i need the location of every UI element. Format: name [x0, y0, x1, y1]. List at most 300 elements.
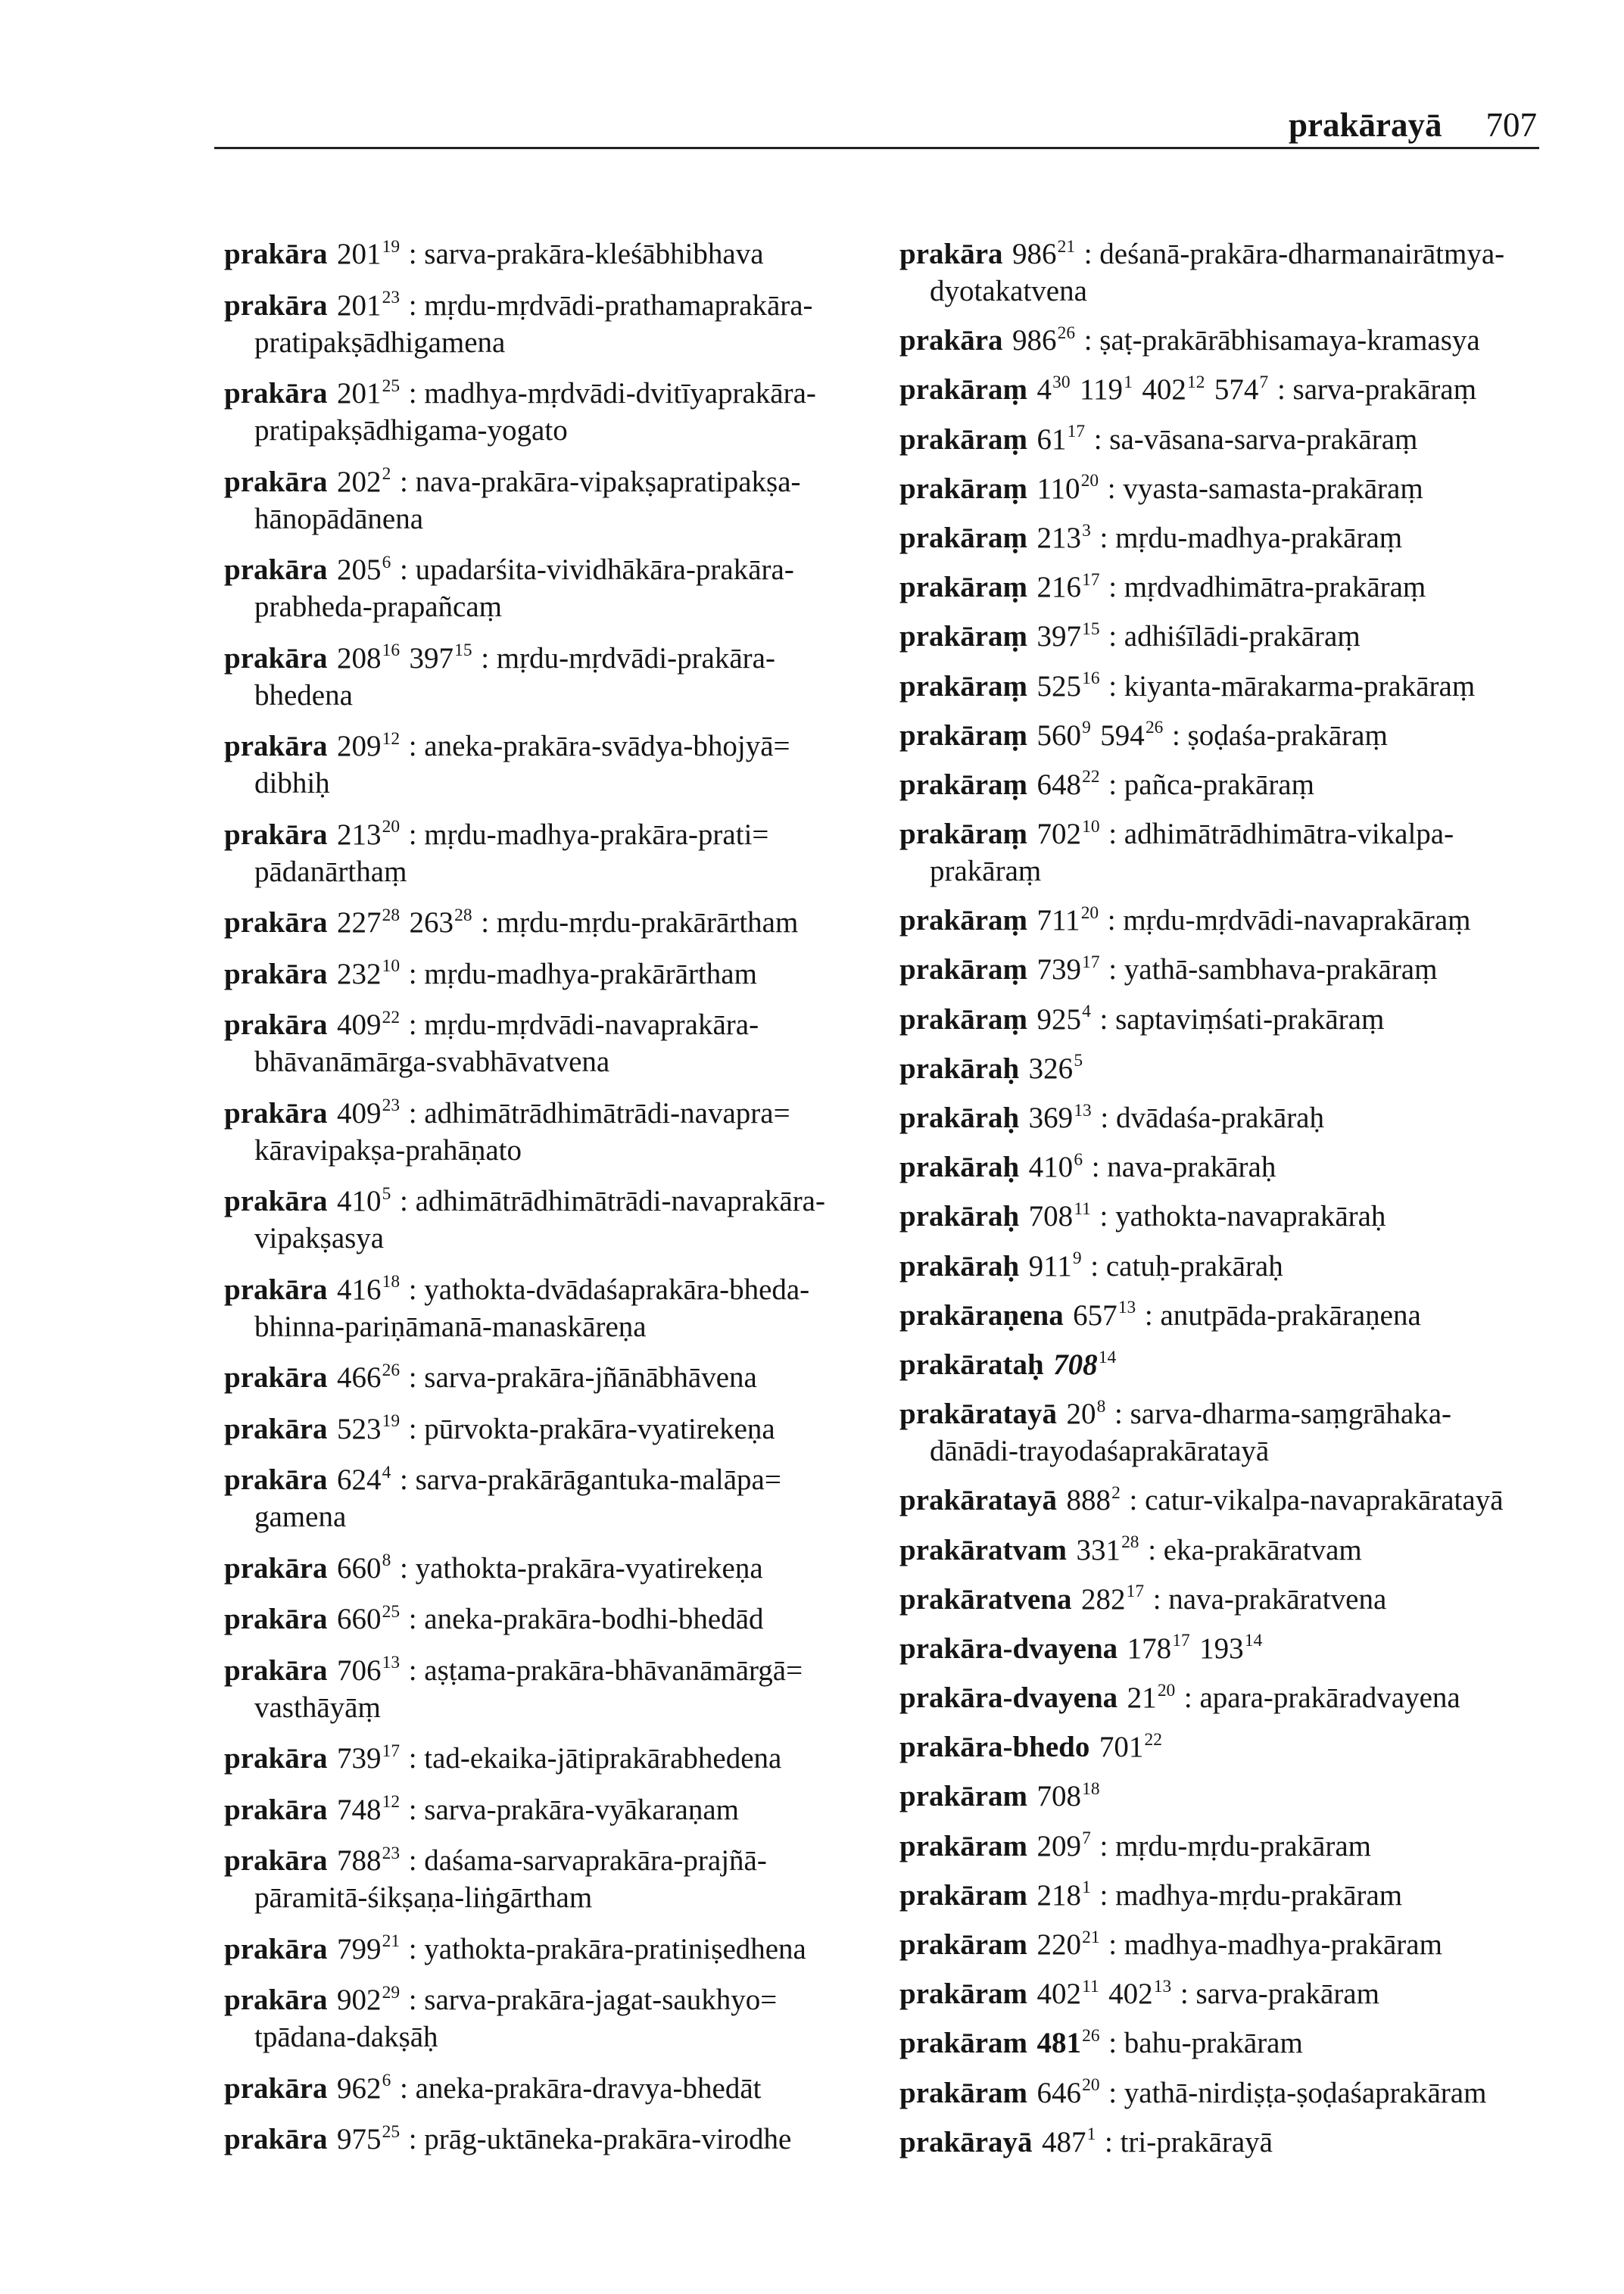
index-entry [899, 1975, 1504, 2012]
reference-line-superscript: 6 [382, 2071, 391, 2091]
reference-line-superscript: 13 [1117, 1298, 1136, 1318]
reference [1036, 818, 1099, 850]
reference [1036, 1830, 1090, 1862]
reference-page: 220 [1036, 1928, 1081, 1961]
reference [1036, 1879, 1090, 1912]
reference [1012, 238, 1075, 270]
reference-line-superscript: 21 [1057, 236, 1076, 257]
entry-headword: prakāra [224, 465, 328, 498]
entry-gloss: : sarva-dharma-saṃgrāhaka- [1114, 1398, 1452, 1431]
entry-headword: prakāra [224, 818, 328, 851]
reference [337, 1603, 400, 1635]
index-entry [224, 904, 825, 941]
entry-first-line [899, 1198, 1504, 1235]
left-column [224, 235, 825, 2158]
entry-gloss: : daśama-sarvaprakāra-prajñā- [408, 1844, 767, 1877]
reference [1036, 373, 1070, 406]
reference-line-superscript: 23 [382, 1843, 401, 1863]
entry-headword: prakāraṃ [899, 768, 1027, 801]
index-entry [224, 1410, 825, 1448]
entry-headword: prakāra [224, 1984, 328, 2016]
entry-headword: prakāra [224, 2071, 328, 2105]
reference-page: 799 [336, 1932, 382, 1965]
reference-line-superscript: 22 [1144, 1729, 1162, 1750]
reference-line-superscript: 1 [1124, 372, 1133, 392]
reference-line-superscript: 17 [1082, 952, 1100, 972]
reference [1127, 1632, 1190, 1665]
entry-gloss: : yathokta-dvādaśaprakāra-bheda- [408, 1273, 810, 1306]
entry-first-line [899, 1482, 1504, 1519]
entry-first-line [899, 2074, 1504, 2112]
entry-gloss: : sarva-prakāra-kleśābhibhava [408, 238, 764, 270]
reference-page: 711 [1036, 904, 1080, 937]
entry-gloss: : mṛdu-madhya-prakāra-prati= [408, 818, 769, 851]
entry-continuation-line: hānopādānena [254, 502, 424, 535]
entry-headword: prakāra [224, 553, 328, 586]
entry-gloss: : catur-vikalpa-navaprakāratayā [1129, 1484, 1504, 1517]
entry-gloss: : adhimātrādhimātrādi-navapra= [408, 1096, 790, 1130]
entry-first-line [224, 640, 825, 677]
entry-gloss: : yathā-sambhava-prakāraṃ [1108, 953, 1438, 986]
reference [1036, 768, 1099, 801]
reference-page: 213 [1036, 521, 1081, 554]
entry-headword: prakāram [899, 2076, 1027, 2109]
entry-gloss: : pūrvokta-prakāra-vyatirekeṇa [408, 1412, 775, 1445]
index-entry [224, 1271, 825, 1345]
reference-page: 193 [1199, 1632, 1244, 1665]
index-entry [899, 1728, 1504, 1766]
index-entry [899, 815, 1504, 890]
entry-gloss: : kiyanta-mārakarma-prakāraṃ [1108, 669, 1476, 703]
reference [1142, 373, 1205, 406]
reference [1036, 1003, 1090, 1036]
index-entry [224, 463, 825, 538]
reference-line-superscript: 30 [1052, 372, 1071, 392]
page-number: 707 [1485, 106, 1537, 144]
reference [337, 466, 391, 498]
entry-first-line [224, 728, 825, 765]
reference-line-superscript: 19 [382, 1411, 401, 1432]
entry-gloss: : sarva-prakāra-jñānābhāvena [408, 1361, 757, 1394]
reference [1029, 1250, 1082, 1283]
reference [1053, 1348, 1116, 1381]
entry-first-line [899, 569, 1504, 606]
entry-gloss: : mṛdu-mṛdvādi-prathamaprakāra- [408, 288, 813, 322]
reference-line-superscript: 15 [1082, 619, 1100, 639]
entry-first-line [899, 421, 1504, 458]
reference-line-superscript: 21 [1082, 1927, 1100, 1947]
index-entry [899, 717, 1504, 754]
reference [1029, 1052, 1083, 1085]
reference-line-superscript: 16 [1082, 669, 1100, 689]
reference-line-superscript: 13 [1074, 1100, 1092, 1121]
reference-line-superscript: 12 [382, 728, 401, 749]
reference [337, 1654, 400, 1687]
reference [1036, 1780, 1099, 1812]
entry-gloss: : pañca-prakāraṃ [1108, 768, 1314, 801]
index-entry [224, 955, 825, 993]
reference-line-superscript: 20 [1080, 471, 1099, 491]
entry-gloss: : mṛdu-mṛdu-prakārārtham [481, 906, 799, 939]
entry-headword: prakāratayā [899, 1398, 1057, 1431]
reference-page: 218 [1036, 1878, 1081, 1912]
reference-line-superscript: 7 [1082, 1828, 1091, 1849]
index-entry [899, 1050, 1504, 1087]
entry-headword: prakāraḥ [899, 1151, 1020, 1184]
reference-line-superscript: 22 [382, 1007, 401, 1027]
reference-line-superscript: 28 [1121, 1532, 1139, 1553]
entry-first-line [224, 375, 825, 412]
entry-gloss: : sarva-prakāraṃ [1276, 373, 1477, 407]
index-entry [899, 1877, 1504, 1914]
entry-gloss: : sarva-prakāram [1180, 1978, 1379, 2011]
entry-first-line [899, 815, 1504, 852]
reference [337, 1008, 400, 1041]
entry-headword: prakāraṃ [899, 1002, 1027, 1036]
entry-headword: prakāra [224, 730, 328, 762]
reference-page: 708 [1028, 1200, 1074, 1233]
reference-line-superscript: 11 [1082, 1976, 1099, 1996]
entry-first-line [899, 1778, 1504, 1815]
reference [1066, 1484, 1120, 1516]
reference-line-superscript: 18 [1082, 1779, 1100, 1799]
reference-line-superscript: 29 [382, 1982, 401, 2003]
reference [337, 2123, 400, 2155]
reference [1214, 373, 1268, 406]
reference-page: 902 [336, 1984, 382, 2016]
entry-first-line [899, 1877, 1504, 1914]
index-entry [899, 371, 1504, 408]
index-entry [899, 569, 1504, 606]
entry-gloss: : ṣoḍaśa-prakāraṃ [1172, 718, 1388, 752]
entry-continuation-line: prabheda-prapañcaṃ [254, 591, 502, 623]
index-entry [899, 421, 1504, 458]
entry-headword: prakāra [224, 1096, 328, 1130]
index-entry [224, 287, 825, 361]
reference-line-superscript: 5 [1074, 1051, 1083, 1071]
entry-gloss: : mṛdu-mṛdvādi-navaprakāraṃ [1107, 904, 1471, 937]
reference-page: 525 [1036, 669, 1081, 703]
reference-line-superscript: 1 [1086, 2124, 1096, 2145]
reference-page: 708 [1053, 1348, 1098, 1381]
entry-headword: prakāram [899, 1928, 1027, 1961]
reference-page: 20 [1066, 1398, 1096, 1431]
reference-page: 213 [336, 818, 382, 851]
reference [337, 1185, 391, 1217]
reference [1036, 670, 1099, 703]
reference-line-superscript: 9 [1072, 1248, 1082, 1269]
header-rule [214, 147, 1539, 149]
reference [1080, 373, 1133, 406]
reference-line-superscript: 9 [1082, 718, 1091, 738]
entry-gloss: : vyasta-samasta-prakāraṃ [1107, 472, 1423, 505]
index-entry [899, 1778, 1504, 1815]
entry-first-line [899, 322, 1504, 359]
entry-first-line [224, 1359, 825, 1396]
entry-first-line [899, 902, 1504, 939]
reference-line-superscript: 17 [1082, 569, 1100, 590]
reference-line-superscript: 20 [1157, 1680, 1176, 1700]
entry-first-line [899, 2124, 1504, 2161]
entry-gloss: : yathokta-navaprakāraḥ [1099, 1200, 1386, 1233]
entry-gloss: : nava-prakāratvena [1152, 1582, 1387, 1616]
reference-page: 397 [1036, 620, 1081, 653]
entry-headword: prakāratvena [899, 1582, 1072, 1616]
entry-gloss: : sa-vāsana-sarva-prakāraṃ [1093, 422, 1418, 456]
entry-headword: prakāraḥ [899, 1052, 1020, 1085]
entry-continuation-line: bhedena [254, 678, 353, 712]
entry-headword: prakāratayā [899, 1484, 1057, 1517]
reference-line-superscript: 3 [1082, 520, 1091, 541]
entry-headword: prakāram [899, 2027, 1027, 2060]
reference-page: 409 [336, 1008, 382, 1041]
index-entry [899, 902, 1504, 939]
entry-first-line [224, 1740, 825, 1777]
entry-first-line [899, 1149, 1504, 1186]
reference-line-superscript: 11 [1074, 1198, 1091, 1219]
reference-line-superscript: 12 [382, 1792, 401, 1812]
index-entry [899, 235, 1504, 310]
reference-page: 397 [409, 641, 454, 675]
entry-first-line [899, 519, 1504, 556]
reference-line-superscript: 17 [1172, 1631, 1190, 1651]
index-entry [899, 1679, 1504, 1716]
entry-headword: prakāra [224, 2123, 328, 2155]
entry-headword: prakāraṃ [899, 953, 1027, 986]
entry-headword: prakāra [224, 1361, 328, 1394]
reference [337, 2072, 391, 2105]
reference [1012, 324, 1075, 357]
index-entry [224, 728, 825, 802]
reference-page: 788 [336, 1844, 382, 1877]
index-entry [224, 1931, 825, 1968]
reference [1036, 2077, 1099, 2109]
entry-gloss: : aṣṭama-prakāra-bhāvanāmārgā= [408, 1653, 803, 1687]
entry-first-line [224, 2070, 825, 2107]
entry-first-line [224, 1652, 825, 1689]
index-entry [899, 470, 1504, 507]
entry-gloss: : mṛdu-madhya-prakārārtham [408, 957, 757, 990]
entry-gloss: : anutpāda-prakāraṇena [1144, 1298, 1421, 1332]
entry-gloss: : upadarśita-vividhākāra-prakāra- [400, 553, 794, 586]
reference [337, 1361, 400, 1394]
entry-headword: prakāra [224, 1844, 328, 1877]
entry-gloss: : dvādaśa-prakāraḥ [1100, 1102, 1324, 1134]
entry-headword: prakāra [224, 1273, 328, 1306]
entry-continuation-line: pāramitā-śikṣaṇa-liṅgārtham [254, 1881, 593, 1914]
reference [1042, 2126, 1096, 2158]
index-entry [899, 1532, 1504, 1569]
entry-first-line [224, 904, 825, 941]
entry-headword: prakāra [224, 906, 328, 939]
entry-gloss: : sarva-prakāra-jagat-saukhyo= [408, 1984, 778, 2016]
index-entry [224, 235, 825, 273]
entry-first-line [224, 463, 825, 500]
reference-page: 209 [336, 730, 382, 762]
reference-page: 660 [336, 1603, 382, 1635]
entry-first-line [224, 551, 825, 588]
entry-gloss: : aneka-prakāra-svādya-bhojyā= [408, 730, 790, 762]
entry-headword: prakāra [224, 1412, 328, 1445]
reference-page: 4 [1036, 373, 1052, 407]
reference-page: 331 [1076, 1533, 1121, 1566]
entry-first-line [224, 1550, 825, 1587]
index-entry [224, 1652, 825, 1726]
entry-headword: prakāraṃ [899, 373, 1027, 407]
reference [337, 377, 400, 410]
reference [1036, 620, 1099, 653]
entry-headword: prakāraḥ [899, 1102, 1020, 1134]
reference [337, 238, 400, 270]
index-entry [899, 2024, 1504, 2062]
entry-headword: prakāra [224, 1463, 328, 1496]
index-entry [899, 1248, 1504, 1285]
reference-line-superscript: 20 [382, 817, 401, 837]
entry-headword: prakāram [899, 1978, 1027, 2011]
reference [1029, 1151, 1083, 1183]
entry-gloss: : eka-prakāratvam [1148, 1533, 1362, 1566]
entry-headword: prakāraṃ [899, 571, 1027, 604]
entry-gloss: : yathokta-prakāra-pratiniṣedhena [408, 1932, 806, 1965]
reference-page: 911 [1028, 1249, 1072, 1283]
reference-line-superscript: 26 [1145, 718, 1164, 738]
reference-page: 110 [1036, 472, 1080, 505]
reference [337, 730, 400, 762]
reference-page: 263 [409, 906, 454, 939]
entry-headword: prakāra [224, 1185, 328, 1217]
reference-page: 701 [1099, 1731, 1144, 1764]
entry-gloss: : yathokta-prakāra-vyatirekeṇa [400, 1551, 763, 1585]
reference-line-superscript: 8 [382, 1551, 391, 1571]
entry-headword: prakāraṃ [899, 669, 1027, 703]
reference-line-superscript: 13 [1153, 1976, 1172, 1996]
reference-line-superscript: 17 [382, 1741, 401, 1761]
reference [1100, 719, 1163, 752]
reference-page: 201 [336, 377, 382, 410]
entry-gloss: : aneka-prakāra-bodhi-bhedād [408, 1603, 764, 1635]
entry-first-line [224, 1271, 825, 1308]
index-entry [224, 375, 825, 449]
entry-first-line [224, 1461, 825, 1498]
entry-first-line [899, 766, 1504, 803]
reference [337, 1552, 391, 1585]
reference-page: 706 [336, 1653, 382, 1687]
index-entry [899, 2124, 1504, 2161]
reference [1066, 1398, 1105, 1430]
index-entry [224, 1006, 825, 1080]
entry-continuation-line: dānādi-trayodaśaprakāratayā [930, 1435, 1270, 1468]
reference-page: 402 [1108, 1978, 1153, 2011]
entry-gloss: : nava-prakāraḥ [1091, 1151, 1276, 1184]
entry-headword: prakārataḥ [899, 1348, 1044, 1381]
entry-first-line [899, 1926, 1504, 1963]
reference-line-superscript: 20 [1082, 2075, 1100, 2096]
entry-first-line [899, 1297, 1504, 1334]
index-entry [224, 2121, 825, 2158]
index-entry [899, 1630, 1504, 1667]
reference-page: 708 [1036, 1780, 1081, 1813]
entry-headword: prakāram [899, 1780, 1027, 1813]
reference [1029, 1200, 1091, 1233]
reference-page: 61 [1036, 422, 1067, 456]
reference-page: 975 [336, 2123, 382, 2155]
reference [1108, 1978, 1171, 2010]
reference-page: 326 [1028, 1052, 1074, 1085]
entry-headword: prakāraṃ [899, 472, 1027, 505]
entry-gloss: : adhimātrādhimātra-vikalpa- [1108, 818, 1454, 851]
reference-line-superscript: 7 [1259, 372, 1269, 392]
entry-headword: prakāraṃ [899, 422, 1027, 456]
reference-line-superscript: 26 [1082, 2025, 1100, 2046]
reference-page: 739 [1036, 953, 1081, 986]
entry-first-line [899, 1581, 1504, 1618]
reference [337, 1413, 400, 1445]
entry-continuation-line: dyotakatvena [930, 275, 1087, 307]
entry-headword: prakāram [899, 1829, 1027, 1862]
index-entry [899, 519, 1504, 556]
entry-headword: prakāra-dvayena [899, 1632, 1118, 1665]
entry-first-line [224, 955, 825, 993]
index-entry [899, 2074, 1504, 2112]
entry-gloss: : madhya-madhya-prakāram [1108, 1928, 1442, 1961]
entry-headword: prakāra [224, 1008, 328, 1041]
entry-continuation-line: dibhiḥ [254, 767, 330, 799]
entry-continuation-line: pratipakṣādhigama-yogato [254, 414, 568, 447]
index-entry [224, 1183, 825, 1257]
entry-continuation-line: gamena [254, 1501, 347, 1533]
entry-first-line [899, 1248, 1504, 1285]
entry-gloss: : mṛdvadhimātra-prakāraṃ [1108, 571, 1426, 604]
entry-headword: prakāra [224, 377, 328, 410]
reference-line-superscript: 6 [382, 552, 391, 572]
entry-gloss: : madhya-mṛdu-prakāram [1099, 1878, 1403, 1912]
reference-page: 410 [1028, 1151, 1074, 1184]
reference [1099, 1731, 1162, 1763]
index-entry [899, 1099, 1504, 1136]
entry-first-line [899, 1395, 1504, 1432]
entry-headword: prakāraṇena [899, 1298, 1064, 1332]
entry-gloss: : mṛdu-mṛdu-prakāram [1099, 1829, 1371, 1862]
reference-page: 232 [336, 957, 382, 990]
reference [337, 289, 400, 322]
reference-page: 416 [336, 1273, 382, 1306]
entry-headword: prakāram [899, 1878, 1027, 1912]
entry-first-line [899, 1050, 1504, 1087]
reference-page: 369 [1028, 1102, 1074, 1134]
reference-line-superscript: 18 [382, 1272, 401, 1292]
reference-page: 925 [1036, 1002, 1081, 1036]
entry-first-line [224, 287, 825, 324]
reference [1081, 1583, 1144, 1616]
entry-gloss: : mṛdu-madhya-prakāraṃ [1099, 521, 1403, 554]
entry-gloss: : aneka-prakāra-dravya-bhedāt [400, 2071, 762, 2105]
reference-line-superscript: 20 [1080, 902, 1099, 923]
index-entry [899, 766, 1504, 803]
index-entry [224, 1842, 825, 1916]
reference-page: 660 [336, 1551, 382, 1585]
index-entry [899, 322, 1504, 359]
reference [337, 1273, 400, 1306]
reference-line-superscript: 1 [1082, 1878, 1091, 1898]
entry-first-line [899, 1346, 1504, 1383]
entry-headword: prakāratvam [899, 1533, 1067, 1566]
reference-page: 646 [1036, 2076, 1081, 2109]
index-entry [224, 640, 825, 714]
reference-line-superscript: 17 [1067, 422, 1086, 442]
reference-line-superscript: 25 [382, 2121, 401, 2142]
reference-page: 202 [336, 465, 382, 498]
index-entry [899, 618, 1504, 655]
